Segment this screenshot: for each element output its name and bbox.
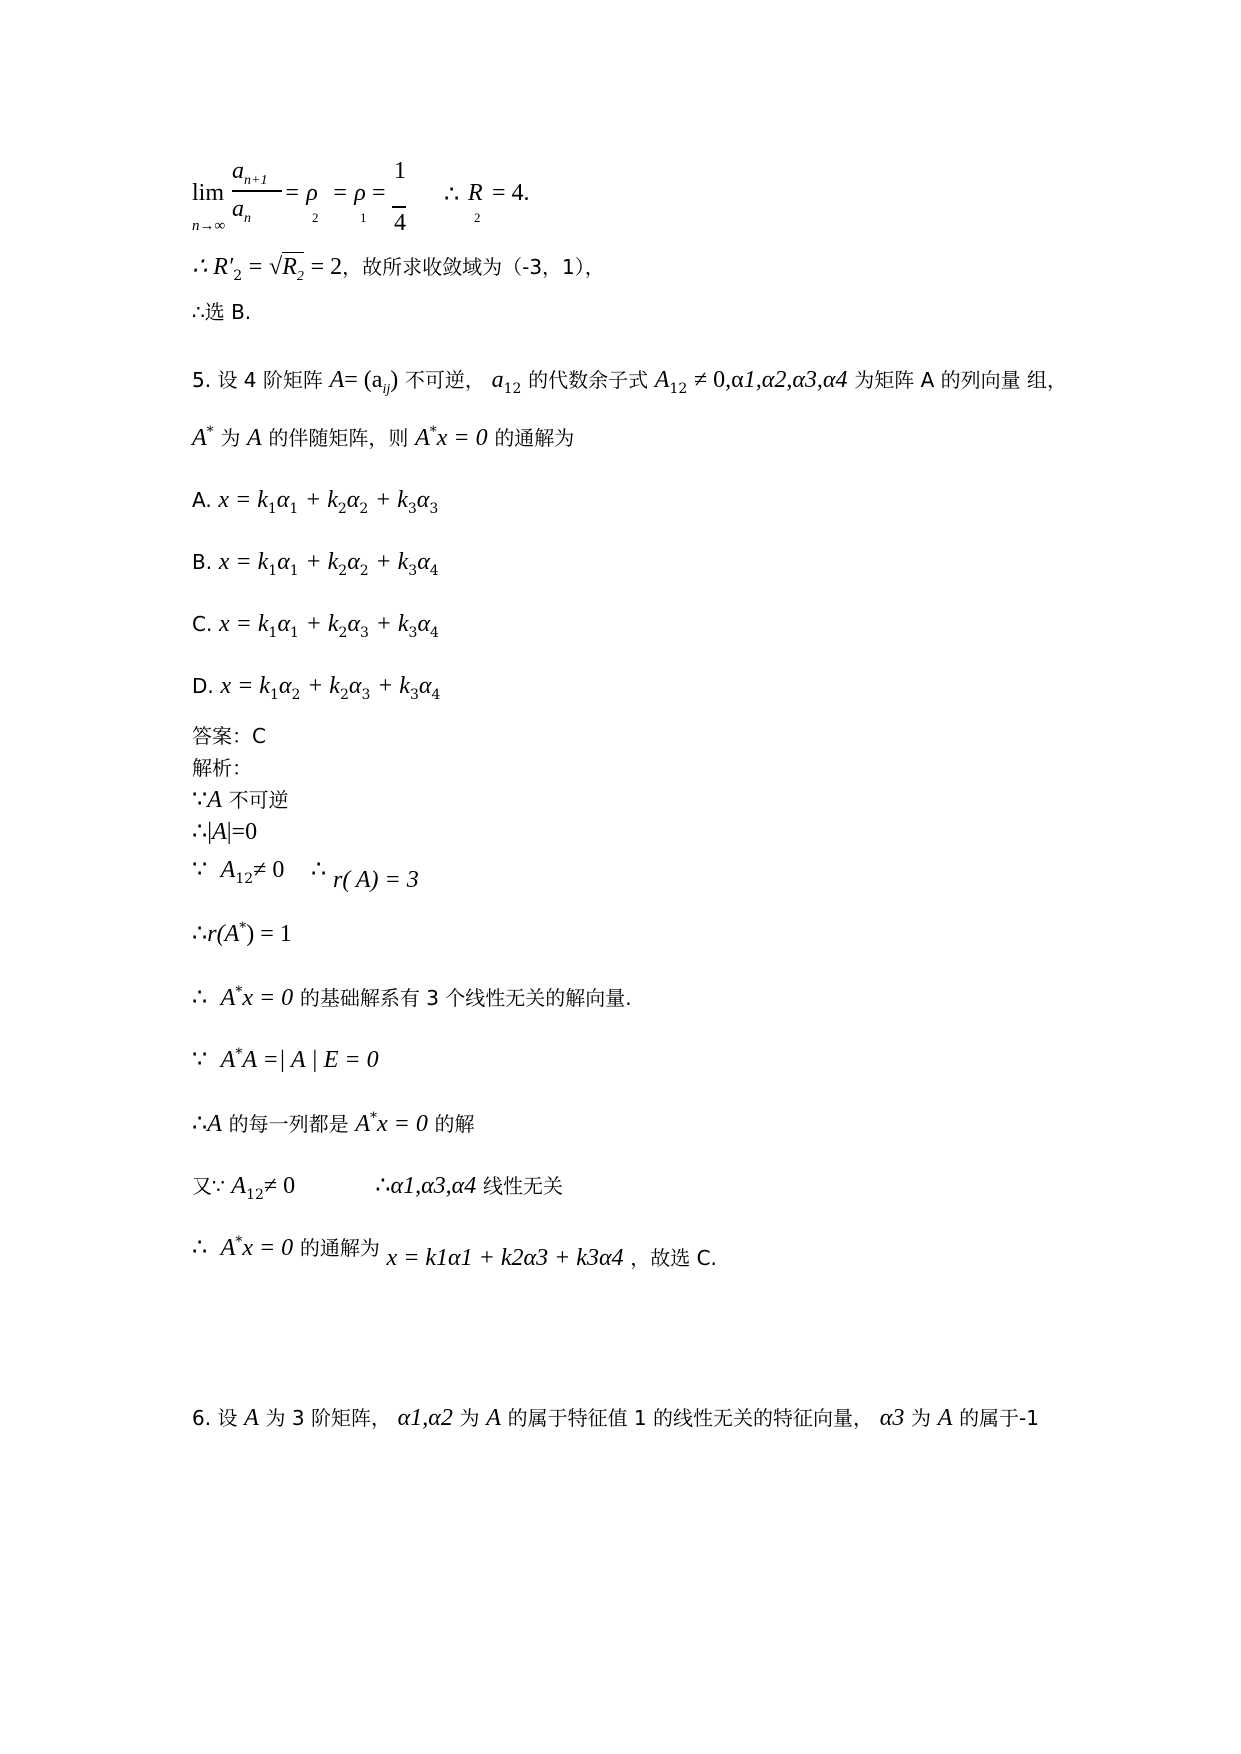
ratio-denominator: $a_n$	[232, 196, 251, 226]
rho-2: = ρ	[284, 180, 318, 206]
rho-1-sub: 1	[360, 210, 367, 225]
question-5-line-1: 5. 设 4 阶矩阵 $A= (a_{ij})$ 不可逆， $a_{12}$ 的代数余子式 $A_{12} \ne 0,\alpha 1,\alpha 2,\alpha 3,\alpha 4$ 为矩阵 A 的列向量 组，	[192, 367, 1067, 397]
radius-value: = 4.	[492, 180, 530, 206]
option-a: A. $x = k_1\alpha_1 + k_2\alpha_2 + k_3\alpha_3$	[192, 487, 439, 517]
choose-b-line: ∴选 B.	[192, 300, 252, 324]
question-6-line: 6. 设 A 为 3 阶矩阵， α1,α2 为 A 的属于特征值 1 的线性无关的特征向量， α3 为 A 的属于-1	[192, 1405, 1040, 1431]
question-5-line-2: A* 为 A 的伴随矩阵，则 A*x = 0 的通解为	[192, 424, 575, 451]
analysis-heading: 解析：	[192, 756, 252, 780]
solution-step-4: ∴r(A*) = 1	[192, 920, 292, 947]
lim-subscript: n→∞	[192, 218, 226, 234]
convergence-line: ∴ $R'_2 = √R_2 = 2$，故所求收敛域为（-3，1），	[192, 254, 605, 284]
rho-2-sub: 2	[312, 210, 319, 225]
radius-R-sub: 2	[474, 210, 481, 225]
frac-denominator: 4	[394, 210, 406, 236]
frac-numerator: 1	[394, 158, 406, 184]
solution-step-9: ∴ A*x = 0 的通解为 x = k1α1 + k2α3 + k3α4 ，故选 C.	[192, 1234, 717, 1271]
limit-formula	[192, 158, 792, 248]
option-d: D. $x = k_1\alpha_2 + k_2\alpha_3 + k_3\alpha_4$	[192, 673, 441, 703]
lim-text: lim	[192, 180, 225, 206]
therefore-symbol: ∴	[444, 182, 460, 208]
radius-R: R	[468, 180, 483, 206]
eq-sign: =	[372, 180, 386, 206]
solution-step-6: ∵ A*A =| A | E = 0	[192, 1046, 379, 1073]
frac-bar	[392, 206, 406, 208]
solution-step-7: ∴A 的每一列都是 A*x = 0 的解	[192, 1110, 475, 1137]
solution-step-1: ∵A 不可逆	[192, 787, 289, 813]
solution-step-3: ∵ $A_{12}\ne 0$ ∴ r( A) = 3	[192, 857, 419, 893]
option-b: B. $x = k_1\alpha_1 + k_2\alpha_2 + k_3\alpha_4$	[192, 549, 439, 579]
solution-step-8: 又∵ $A_{12}\ne 0$ ∴α1,α3,α4 线性无关	[192, 1173, 563, 1203]
ratio-numerator: $a_{n+1}$	[232, 158, 268, 188]
solution-step-2: ∴|A|=0	[192, 819, 258, 845]
rho-1: = ρ	[332, 180, 366, 206]
answer-line: 答案：C	[192, 724, 266, 748]
option-c: C. $x = k_1\alpha_1 + k_2\alpha_3 + k_3\alpha_4$	[192, 611, 439, 641]
ratio-bar	[232, 190, 282, 192]
solution-step-5: ∴ A*x = 0 的基础解系有 3 个线性无关的解向量.	[192, 984, 632, 1011]
